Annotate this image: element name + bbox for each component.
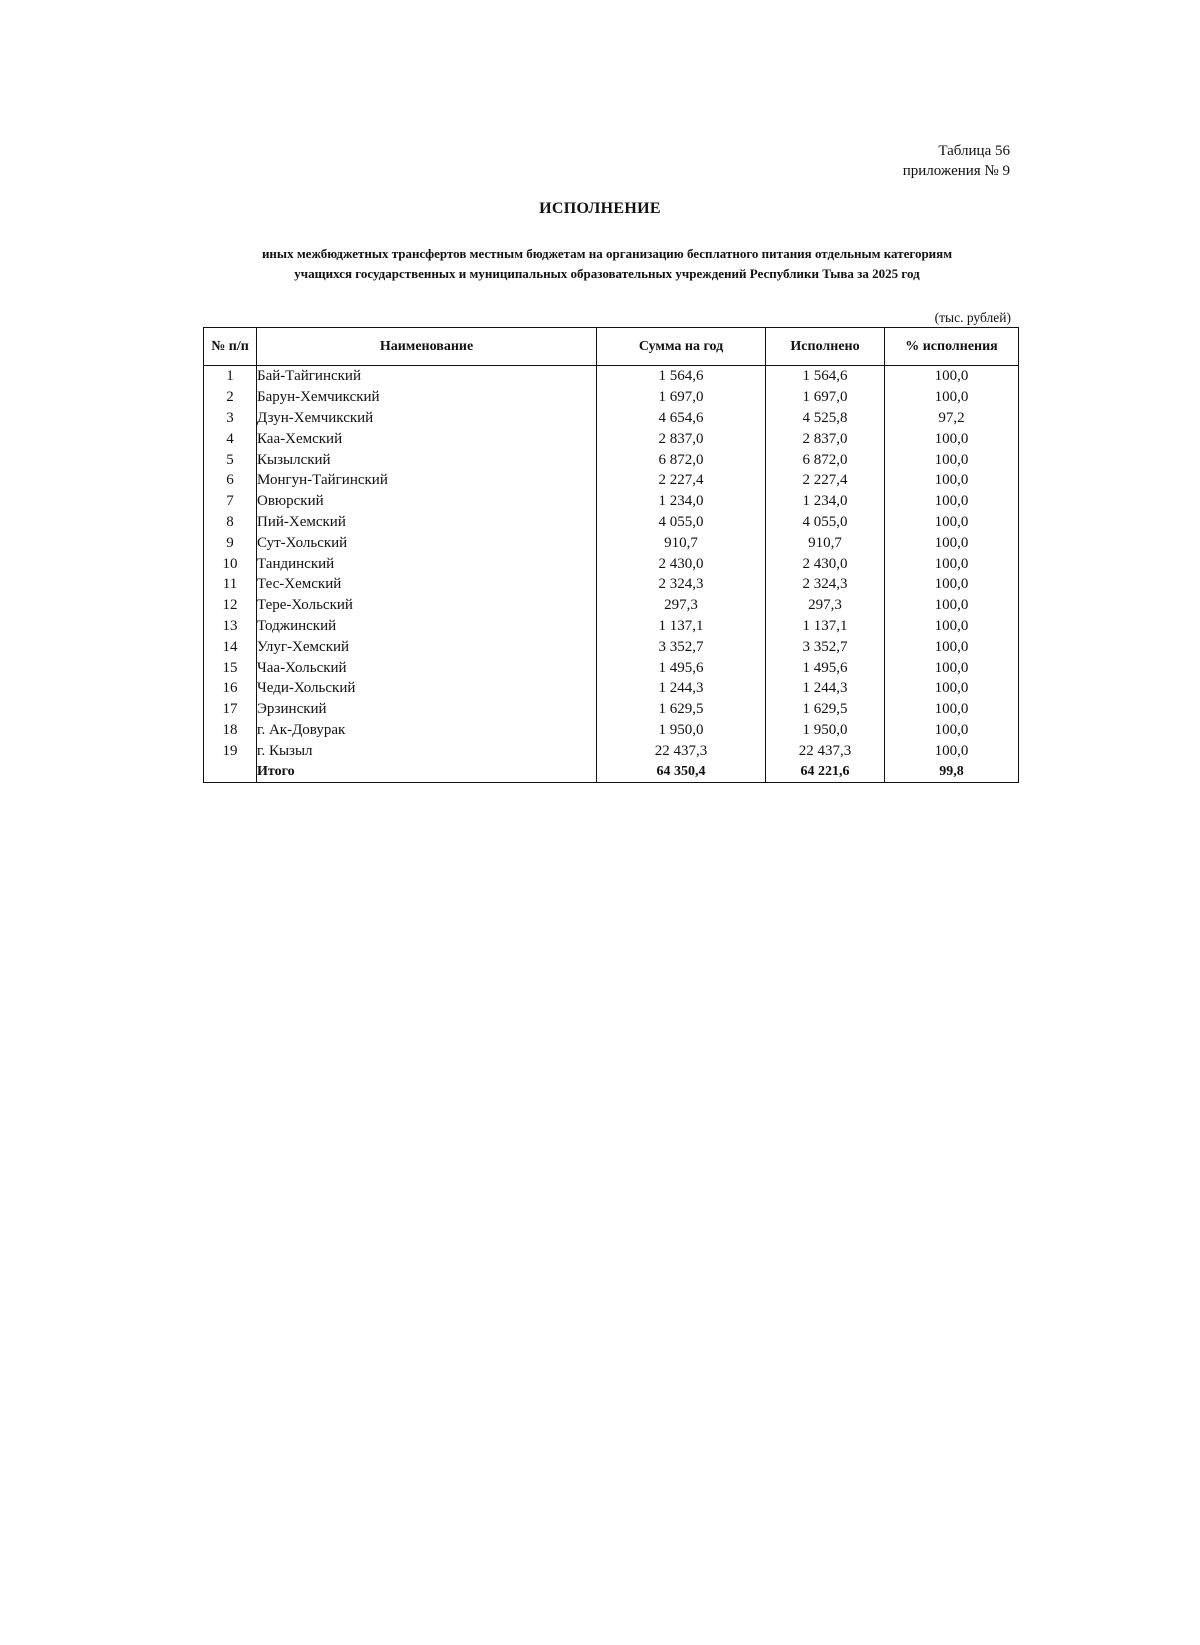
- row-executed: 1 564,6: [766, 366, 885, 387]
- row-number: 17: [204, 699, 257, 720]
- row-name: г. Ак-Довурак: [257, 720, 597, 741]
- table-row: [204, 720, 1019, 741]
- row-plan: 2 430,0: [597, 553, 766, 574]
- row-percent: 100,0: [885, 574, 1019, 595]
- table-row: [204, 428, 1019, 449]
- row-executed: 2 430,0: [766, 553, 885, 574]
- row-plan: 1 244,3: [597, 678, 766, 699]
- table-row: [204, 678, 1019, 699]
- row-percent: 100,0: [885, 657, 1019, 678]
- row-number: 8: [204, 512, 257, 533]
- total-row-plan: 64 350,4: [597, 761, 766, 782]
- row-percent: 100,0: [885, 699, 1019, 720]
- row-number: 12: [204, 595, 257, 616]
- row-name: Чеди-Хольский: [257, 678, 597, 699]
- row-percent: 100,0: [885, 366, 1019, 387]
- row-plan: 910,7: [597, 532, 766, 553]
- row-number: 5: [204, 449, 257, 470]
- document-subtitle: [200, 244, 1014, 284]
- row-plan: 6 872,0: [597, 449, 766, 470]
- row-number: 15: [204, 657, 257, 678]
- row-plan: 1 234,0: [597, 491, 766, 512]
- row-percent: 100,0: [885, 470, 1019, 491]
- row-percent: 100,0: [885, 449, 1019, 470]
- row-percent: 100,0: [885, 491, 1019, 512]
- total-row-number: [204, 761, 257, 782]
- row-plan: 4 055,0: [597, 512, 766, 533]
- row-executed: 1 629,5: [766, 699, 885, 720]
- row-percent: 100,0: [885, 740, 1019, 761]
- column-header-percent: % исполнения: [885, 328, 1019, 366]
- row-number: 1: [204, 366, 257, 387]
- row-percent: 100,0: [885, 720, 1019, 741]
- table-row: [204, 387, 1019, 408]
- row-number: 2: [204, 387, 257, 408]
- total-row-executed: 64 221,6: [766, 761, 885, 782]
- row-number: 13: [204, 616, 257, 637]
- row-executed: 6 872,0: [766, 449, 885, 470]
- appendix-number: приложения № 9: [902, 163, 1010, 179]
- row-name: Чаа-Хольский: [257, 657, 597, 678]
- row-percent: 100,0: [885, 532, 1019, 553]
- row-executed: 1 950,0: [766, 720, 885, 741]
- row-executed: 3 352,7: [766, 636, 885, 657]
- row-number: 14: [204, 636, 257, 657]
- row-number: 7: [204, 491, 257, 512]
- row-percent: 100,0: [885, 678, 1019, 699]
- row-name: г. Кызыл: [257, 740, 597, 761]
- table-header-row: [204, 328, 1019, 366]
- row-executed: 2 227,4: [766, 470, 885, 491]
- table-row: [204, 657, 1019, 678]
- row-name: Сут-Хольский: [257, 532, 597, 553]
- table-row: [204, 491, 1019, 512]
- row-plan: 22 437,3: [597, 740, 766, 761]
- row-executed: 1 697,0: [766, 387, 885, 408]
- row-executed: 2 837,0: [766, 428, 885, 449]
- row-name: Дзун-Хемчикский: [257, 408, 597, 429]
- table-reference: [903, 141, 1010, 181]
- row-percent: 100,0: [885, 553, 1019, 574]
- row-number: 4: [204, 428, 257, 449]
- column-header-number: № п/п: [204, 328, 257, 366]
- column-header-executed: Исполнено: [766, 328, 885, 366]
- row-name: Бай-Тайгинский: [257, 366, 597, 387]
- table-row: [204, 553, 1019, 574]
- table-number: Таблица 56: [938, 143, 1010, 159]
- total-row-name: Итого: [257, 761, 597, 782]
- row-plan: 4 654,6: [597, 408, 766, 429]
- row-percent: 100,0: [885, 636, 1019, 657]
- row-executed: 1 495,6: [766, 657, 885, 678]
- row-percent: 100,0: [885, 616, 1019, 637]
- row-executed: 1 244,3: [766, 678, 885, 699]
- row-plan: 1 495,6: [597, 657, 766, 678]
- row-percent: 100,0: [885, 512, 1019, 533]
- row-name: Овюрский: [257, 491, 597, 512]
- table-body: [204, 366, 1019, 783]
- row-name: Барун-Хемчикский: [257, 387, 597, 408]
- execution-table: [203, 327, 1019, 783]
- table-row: [204, 740, 1019, 761]
- row-name: Каа-Хемский: [257, 428, 597, 449]
- row-number: 11: [204, 574, 257, 595]
- row-plan: 297,3: [597, 595, 766, 616]
- row-number: 10: [204, 553, 257, 574]
- row-name: Кызылский: [257, 449, 597, 470]
- row-plan: 1 564,6: [597, 366, 766, 387]
- row-plan: 1 629,5: [597, 699, 766, 720]
- units-label: (тыс. рублей): [934, 310, 1011, 325]
- row-plan: 2 837,0: [597, 428, 766, 449]
- row-percent: 97,2: [885, 408, 1019, 429]
- row-executed: 4 525,8: [766, 408, 885, 429]
- row-percent: 100,0: [885, 595, 1019, 616]
- row-name: Монгун-Тайгинский: [257, 470, 597, 491]
- subtitle-line-1: иных межбюджетных трансфертов местным бюджетам на организацию бесплатного питания отдельным категориям: [261, 246, 953, 261]
- column-header-plan: Сумма на год: [597, 328, 766, 366]
- row-plan: 1 697,0: [597, 387, 766, 408]
- row-plan: 3 352,7: [597, 636, 766, 657]
- row-name: Тоджинский: [257, 616, 597, 637]
- row-number: 16: [204, 678, 257, 699]
- table-row: [204, 574, 1019, 595]
- table-row: [204, 532, 1019, 553]
- row-number: 6: [204, 470, 257, 491]
- row-number: 19: [204, 740, 257, 761]
- row-name: Тере-Хольский: [257, 595, 597, 616]
- row-plan: 2 324,3: [597, 574, 766, 595]
- table-row: [204, 366, 1019, 387]
- column-header-name: Наименование: [257, 328, 597, 366]
- row-executed: 2 324,3: [766, 574, 885, 595]
- row-number: 3: [204, 408, 257, 429]
- row-name: Тандинский: [257, 553, 597, 574]
- row-number: 9: [204, 532, 257, 553]
- document-title: ИСПОЛНЕНИЕ: [539, 200, 661, 217]
- row-executed: 4 055,0: [766, 512, 885, 533]
- row-executed: 22 437,3: [766, 740, 885, 761]
- row-percent: 100,0: [885, 428, 1019, 449]
- row-name: Пий-Хемский: [257, 512, 597, 533]
- row-executed: 297,3: [766, 595, 885, 616]
- row-name: Эрзинский: [257, 699, 597, 720]
- row-executed: 910,7: [766, 532, 885, 553]
- table-row: [204, 636, 1019, 657]
- row-number: 18: [204, 720, 257, 741]
- table-row: [204, 512, 1019, 533]
- table-row: [204, 595, 1019, 616]
- row-name: Улуг-Хемский: [257, 636, 597, 657]
- table-row: [204, 408, 1019, 429]
- table-total-row: [204, 761, 1019, 782]
- row-plan: 1 950,0: [597, 720, 766, 741]
- table-row: [204, 616, 1019, 637]
- row-percent: 100,0: [885, 387, 1019, 408]
- row-executed: 1 137,1: [766, 616, 885, 637]
- table-row: [204, 699, 1019, 720]
- row-executed: 1 234,0: [766, 491, 885, 512]
- total-row-percent: 99,8: [885, 761, 1019, 782]
- subtitle-line-2: учащихся государственных и муниципальных образовательных учреждений Республики Тыва за 2025 год: [294, 266, 920, 281]
- table-row: [204, 470, 1019, 491]
- row-name: Тес-Хемский: [257, 574, 597, 595]
- table-row: [204, 449, 1019, 470]
- row-plan: 2 227,4: [597, 470, 766, 491]
- row-plan: 1 137,1: [597, 616, 766, 637]
